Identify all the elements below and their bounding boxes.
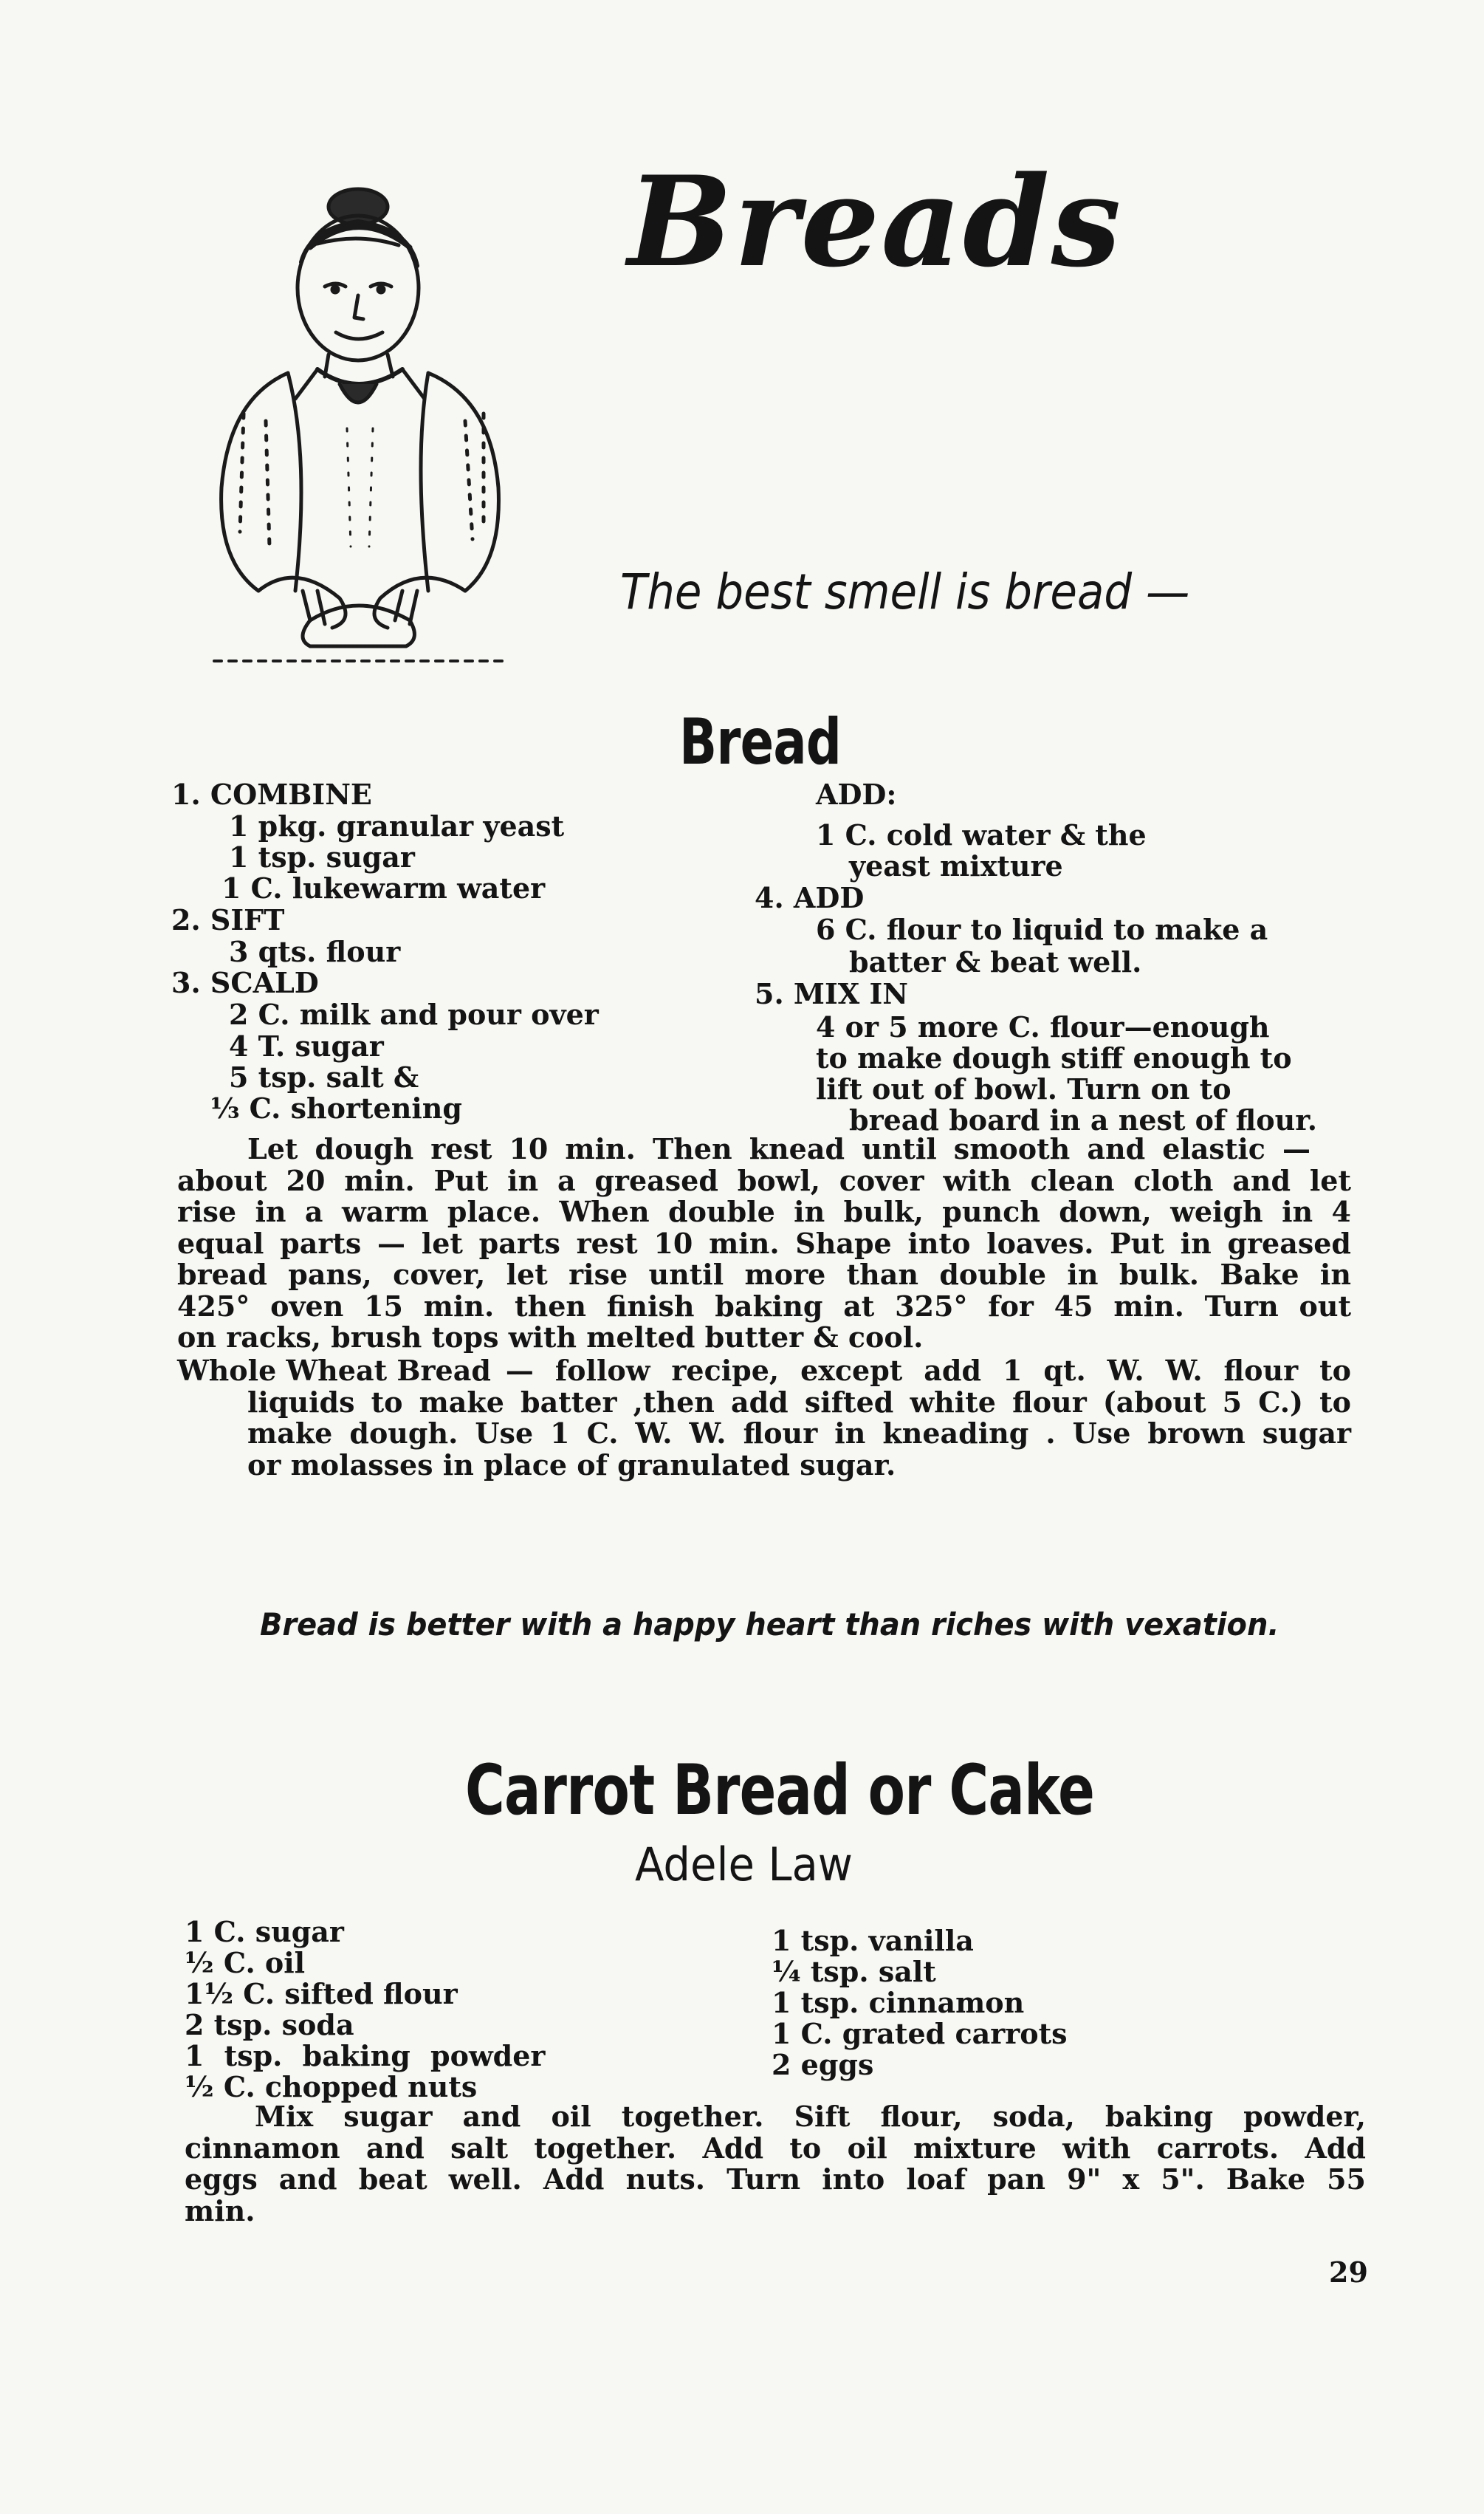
variation-line: liquids to make batter ,then add sifted white flour (about 5 C.) to bbox=[247, 1385, 1351, 1419]
ingredient-line: 1 C. sugar bbox=[185, 1915, 344, 1948]
ingredient-line: yeast mixture bbox=[849, 849, 1063, 883]
ingredient-line: 6 C. flour to liquid to make a bbox=[816, 913, 1268, 946]
ingredient-line: 1 C. grated carrots bbox=[772, 2017, 1068, 2050]
direction-line: 425° oven 15 min. then finish baking at 325° for 45 min. Turn out bbox=[177, 1289, 1351, 1323]
direction-line: about 20 min. Put in a greased bowl, cover with clean cloth and let bbox=[177, 1163, 1351, 1197]
direction-line: eggs and beat well. Add nuts. Turn into loaf pan 9" x 5". Bake 55 bbox=[185, 2162, 1366, 2196]
direction-line: on racks, brush tops with melted butter & cool. bbox=[177, 1321, 924, 1354]
direction-line: Let dough rest 10 min. Then knead until smooth and elastic — bbox=[247, 1132, 1310, 1165]
ingredient-line: 3 qts. flour bbox=[229, 935, 401, 968]
page-number: 29 bbox=[1329, 2256, 1368, 2289]
whole-wheat-variation bbox=[177, 1355, 1351, 1481]
variation-label: Whole Wheat Bread bbox=[177, 1354, 491, 1387]
recipe-author: Adele Law bbox=[635, 1837, 853, 1891]
ingredient-line: 4 T. sugar bbox=[229, 1030, 384, 1063]
variation-line: — follow recipe, except add 1 qt. W. W. flour to bbox=[505, 1354, 1351, 1387]
ingredient-line: 2 tsp. soda bbox=[185, 2008, 354, 2041]
ingredient-line: bread board in a nest of flour. bbox=[849, 1103, 1317, 1137]
carrot-directions bbox=[185, 2101, 1366, 2227]
ingredient-line: ½ C. chopped nuts bbox=[185, 2070, 478, 2103]
ingredient-line: 1 tsp. cinnamon bbox=[772, 1986, 1025, 2019]
ingredient-line: 2 C. milk and pour over bbox=[229, 998, 599, 1031]
recipe-title-carrot-bread: Carrot Bread or Cake bbox=[465, 1750, 1095, 1831]
subtitle: The best smell is bread — bbox=[620, 564, 1190, 620]
ingredient-line: lift out of bowl. Turn on to bbox=[816, 1072, 1231, 1106]
section-title: Breads bbox=[628, 148, 1123, 295]
ingredient-line: ½ C. oil bbox=[185, 1946, 306, 1979]
ingredient-line: ⅓ C. shortening bbox=[210, 1092, 462, 1125]
ingredient-line: to make dough stiff enough to bbox=[816, 1041, 1292, 1075]
variation-line: make dough. Use 1 C. W. W. flour in kneading . Use brown sugar bbox=[247, 1417, 1351, 1450]
direction-line: Mix sugar and oil together. Sift flour, soda, baking powder, bbox=[255, 2100, 1366, 2133]
step-add: ADD: bbox=[816, 778, 897, 811]
step-sift: 2. SIFT bbox=[171, 903, 285, 936]
ingredient-line: 2 eggs bbox=[772, 2048, 874, 2081]
variation-first-line bbox=[177, 1355, 1351, 1387]
step-add-flour: 4. ADD bbox=[755, 881, 865, 914]
variation-line: or molasses in place of granulated sugar. bbox=[247, 1448, 896, 1482]
ingredient-line: 4 or 5 more C. flour—enough bbox=[816, 1010, 1270, 1044]
direction-line: cinnamon and salt together. Add to oil mixture with carrots. Add bbox=[185, 2131, 1366, 2165]
ingredient-line: 1 tsp. baking powder bbox=[185, 2039, 546, 2072]
ingredient-line: 1 C. cold water & the bbox=[816, 818, 1147, 852]
direction-line: rise in a warm place. When double in bulk, punch down, weigh in 4 bbox=[177, 1195, 1351, 1228]
ingredient-line: 1½ C. sifted flour bbox=[185, 1977, 458, 2010]
ingredient-line: 1 tsp. vanilla bbox=[772, 1924, 974, 1957]
bread-quote: Bread is better with a happy heart than riches with vexation. bbox=[260, 1606, 1279, 1643]
bread-directions bbox=[177, 1134, 1351, 1354]
direction-line: bread pans, cover, let rise until more than double in bulk. Bake in bbox=[177, 1258, 1351, 1291]
ingredient-line: 1 tsp. sugar bbox=[229, 840, 415, 874]
direction-line: min. bbox=[185, 2193, 255, 2227]
step-combine: 1. COMBINE bbox=[171, 778, 372, 811]
step-scald: 3. SCALD bbox=[171, 966, 319, 999]
ingredient-line: ¼ tsp. salt bbox=[772, 1955, 936, 1988]
ingredient-line: batter & beat well. bbox=[849, 945, 1142, 979]
illustration-woman-kneading-icon bbox=[199, 177, 509, 679]
ingredient-line: 5 tsp. salt & bbox=[229, 1061, 419, 1094]
recipe-title-bread: Bread bbox=[679, 705, 842, 779]
step-mix-in: 5. MIX IN bbox=[755, 977, 908, 1010]
ingredient-line: 1 pkg. granular yeast bbox=[229, 809, 565, 843]
ingredient-line: 1 C. lukewarm water bbox=[221, 871, 546, 905]
direction-line: equal parts — let parts rest 10 min. Shape into loaves. Put in greased bbox=[177, 1226, 1351, 1260]
